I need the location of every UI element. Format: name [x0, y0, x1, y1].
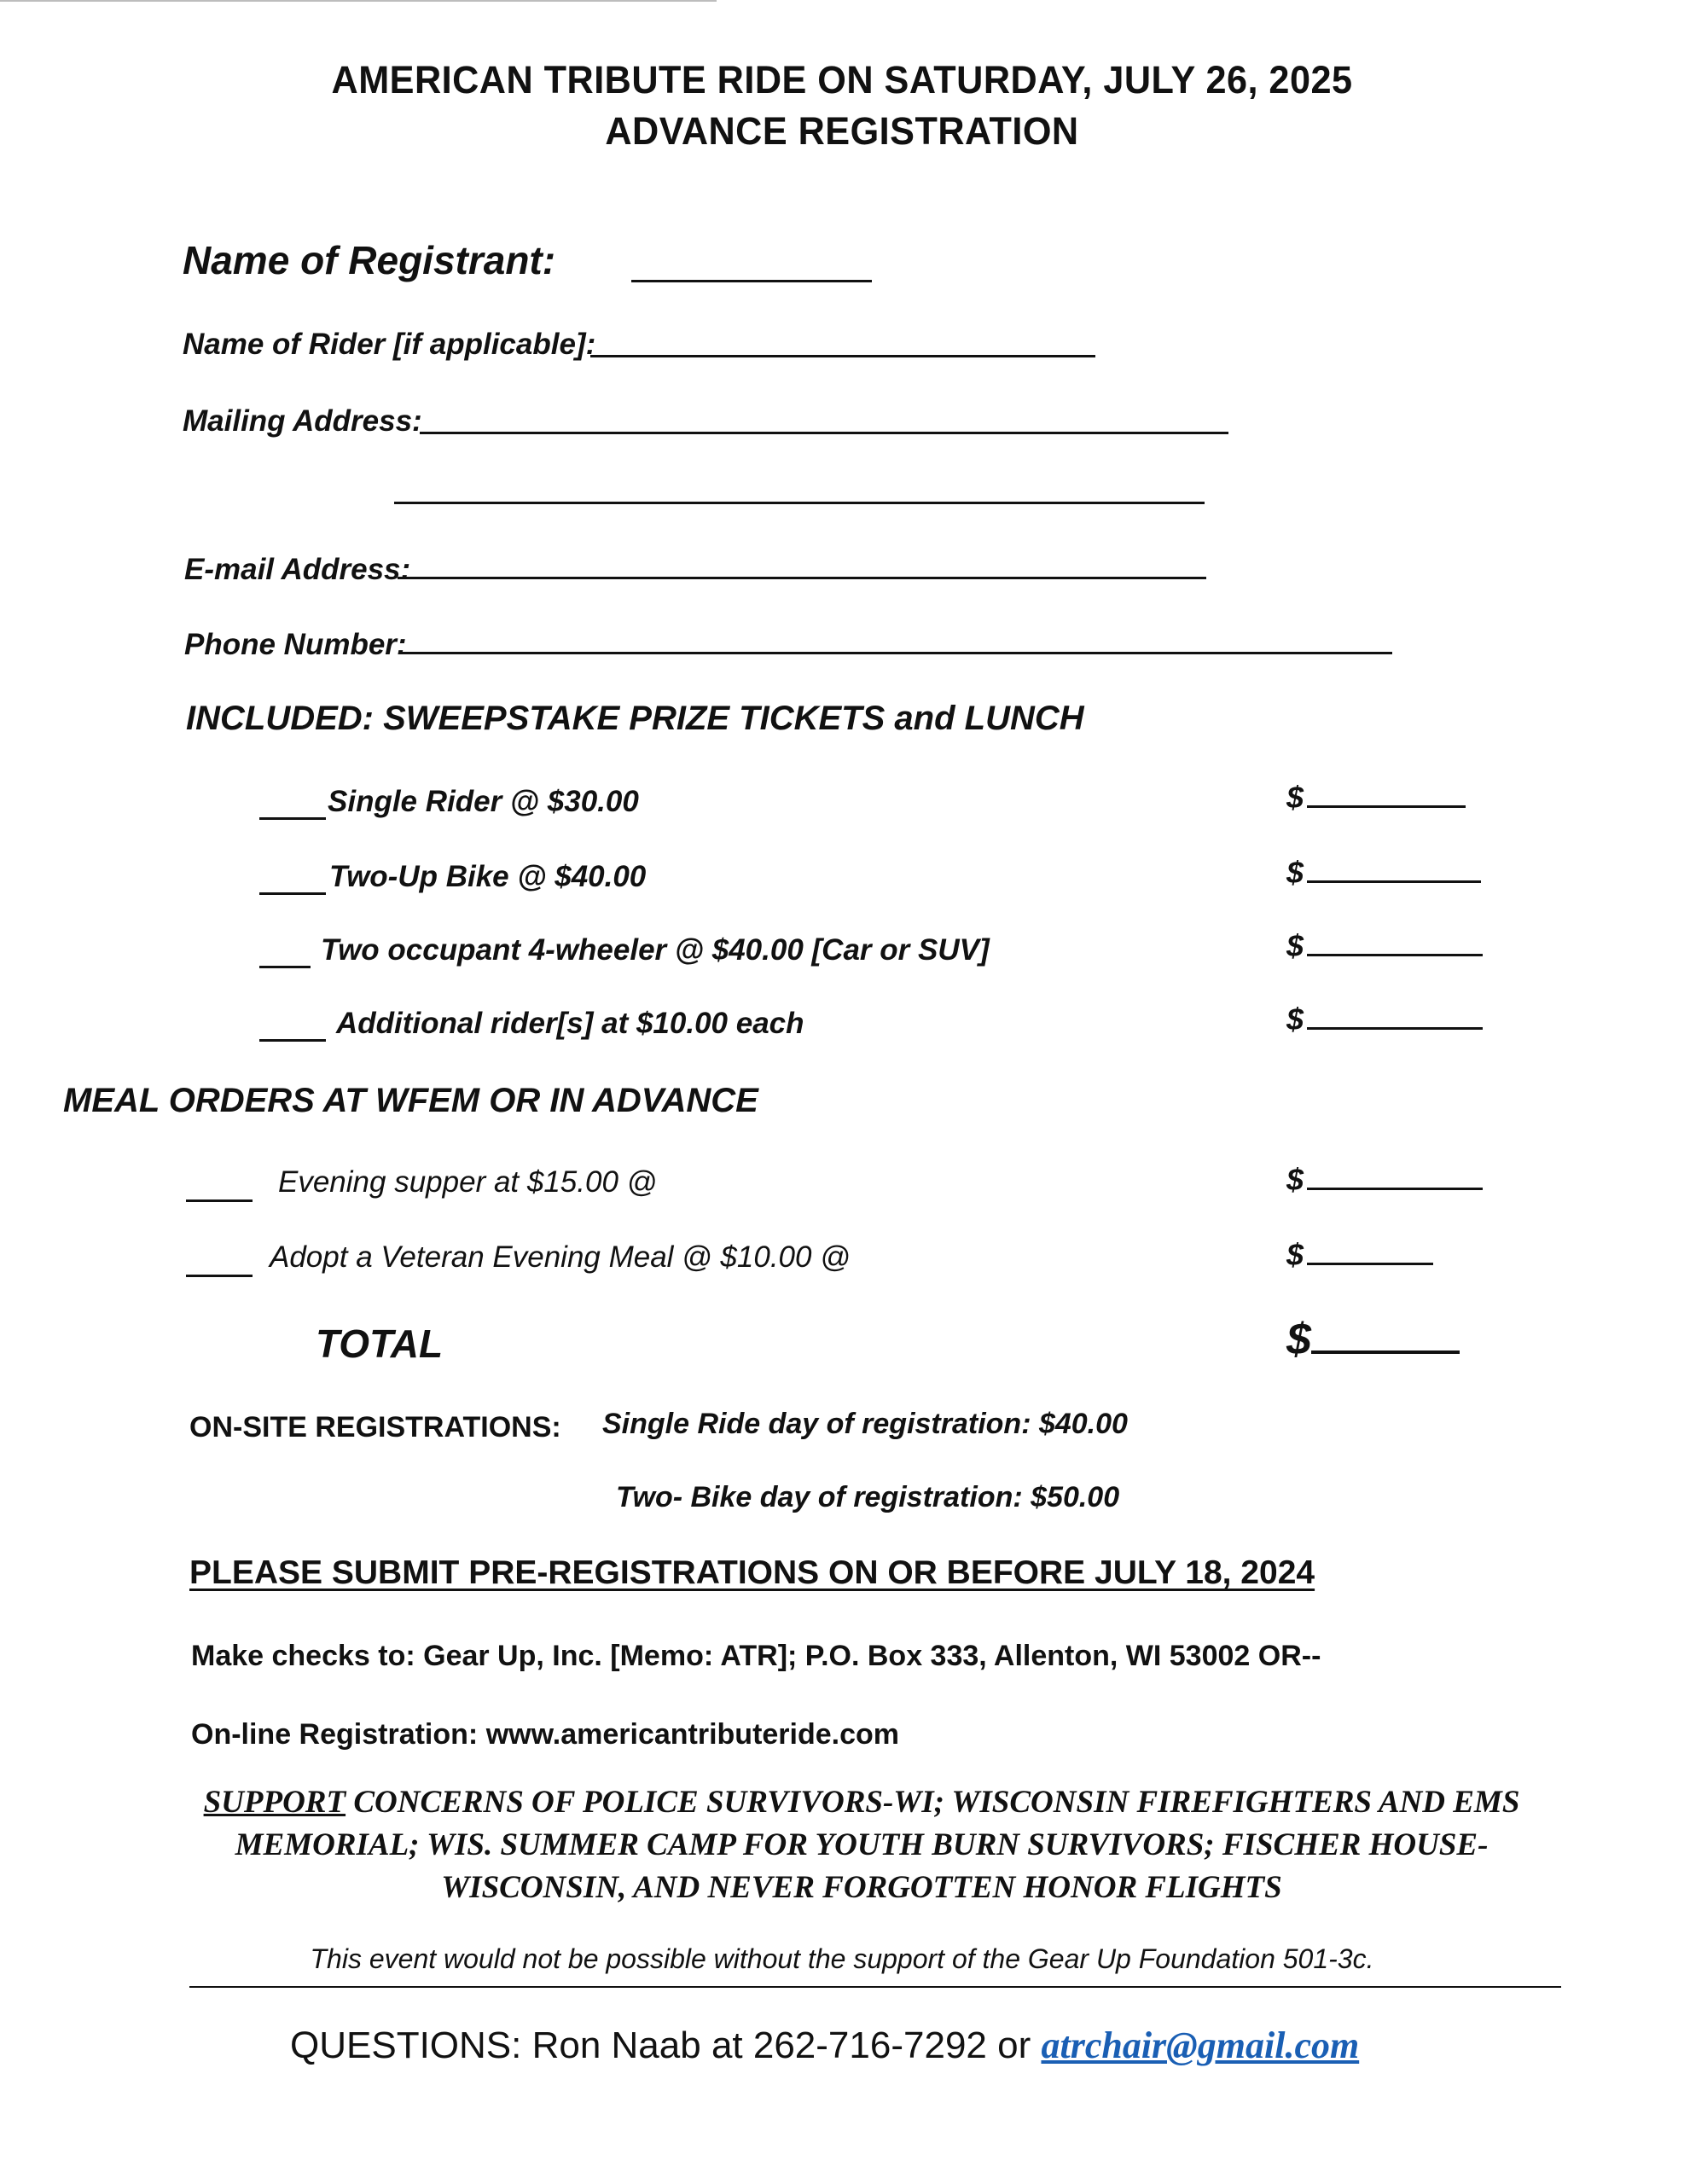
- adopt-veteran-amount[interactable]: $: [1286, 1237, 1433, 1273]
- adopt-veteran-label: Adopt a Veteran Evening Meal @ $10.00 @: [270, 1240, 851, 1274]
- scan-edge-line: [0, 0, 717, 2]
- phone-number-blank[interactable]: [401, 652, 1392, 654]
- two-up-bike-amount[interactable]: $: [1286, 855, 1481, 891]
- two-up-bike-label: Two-Up Bike @ $40.00: [329, 860, 647, 893]
- rider-name-label: Name of Rider [if applicable]:: [183, 328, 596, 361]
- total-label: TOTAL: [316, 1321, 444, 1366]
- mailing-address-blank-2[interactable]: [394, 502, 1205, 504]
- form-title-line-2: ADVANCE REGISTRATION: [605, 109, 1079, 153]
- four-wheeler-qty-blank[interactable]: [259, 966, 311, 968]
- form-title-line-1: AMERICAN TRIBUTE RIDE ON SATURDAY, JULY 26, 2025: [331, 58, 1353, 102]
- meal-orders-heading: MEAL ORDERS AT WFEM OR IN ADVANCE: [63, 1082, 758, 1119]
- evening-supper-amount[interactable]: $: [1286, 1162, 1483, 1198]
- two-up-bike-qty-blank[interactable]: [259, 892, 326, 895]
- additional-rider-label: Additional rider[s] at $10.00 each: [336, 1007, 804, 1040]
- evening-supper-qty-blank[interactable]: [186, 1199, 253, 1202]
- registrant-name-label: Name of Registrant:: [183, 238, 556, 282]
- questions-contact: QUESTIONS: Ron Naab at 262-716-7292 or atrchair@gmail.com: [290, 2024, 1360, 2066]
- mailing-address-label: Mailing Address:: [183, 404, 422, 438]
- foundation-note: This event would not be possible without the support of the Gear Up Foundation 501-3c.: [310, 1943, 1374, 1974]
- onsite-two-bike-price: Two- Bike day of registration: $50.00: [616, 1481, 1120, 1513]
- four-wheeler-amount[interactable]: $: [1286, 928, 1483, 964]
- registrant-name-blank[interactable]: [631, 280, 872, 282]
- included-heading: INCLUDED: SWEEPSTAKE PRIZE TICKETS and LUNCH: [186, 700, 1084, 737]
- email-address-label: E-mail Address:: [184, 553, 411, 586]
- rider-name-blank[interactable]: [590, 355, 1095, 357]
- phone-number-label: Phone Number:: [184, 628, 407, 661]
- support-word: SUPPORT: [203, 1785, 346, 1820]
- single-rider-qty-blank[interactable]: [259, 817, 326, 820]
- support-statement: [171, 1781, 1553, 1909]
- footer-divider: [189, 1986, 1561, 1988]
- four-wheeler-label: Two occupant 4-wheeler @ $40.00 [Car or SUV]: [321, 933, 990, 967]
- contact-email-link[interactable]: atrchair@gmail.com: [1041, 2024, 1360, 2066]
- adopt-veteran-qty-blank[interactable]: [186, 1275, 253, 1277]
- onsite-registrations-label: ON-SITE REGISTRATIONS:: [189, 1411, 561, 1443]
- email-address-blank[interactable]: [398, 577, 1206, 579]
- total-amount[interactable]: $: [1286, 1314, 1460, 1365]
- single-rider-amount[interactable]: $: [1286, 780, 1466, 816]
- additional-rider-amount[interactable]: $: [1286, 1002, 1483, 1037]
- support-text: CONCERNS OF POLICE SURVIVORS-WI; WISCONSIN FIREFIGHTERS AND EMS MEMORIAL; WIS. SUMMER CAMP FOR YOUTH BURN SURVIVORS; FISCHER HOUSE-WISCONSIN, AND NEVER FORGOTTEN HONOR FLIGHTS: [235, 1785, 1520, 1905]
- website-link[interactable]: www.americantributeride.com: [485, 1718, 900, 1751]
- mailing-address-blank-1[interactable]: [420, 432, 1228, 434]
- additional-rider-qty-blank[interactable]: [259, 1039, 326, 1042]
- onsite-single-ride-price: Single Ride day of registration: $40.00: [602, 1408, 1128, 1440]
- evening-supper-label: Evening supper at $15.00 @: [278, 1165, 658, 1199]
- online-registration: On-line Registration: www.americantributeride.com: [191, 1718, 900, 1751]
- single-rider-label: Single Rider @ $30.00: [328, 785, 639, 818]
- submission-deadline: PLEASE SUBMIT PRE-REGISTRATIONS ON OR BEFORE JULY 18, 2024: [189, 1554, 1315, 1591]
- checks-instructions: Make checks to: Gear Up, Inc. [Memo: ATR]; P.O. Box 333, Allenton, WI 53002 OR--: [191, 1640, 1321, 1672]
